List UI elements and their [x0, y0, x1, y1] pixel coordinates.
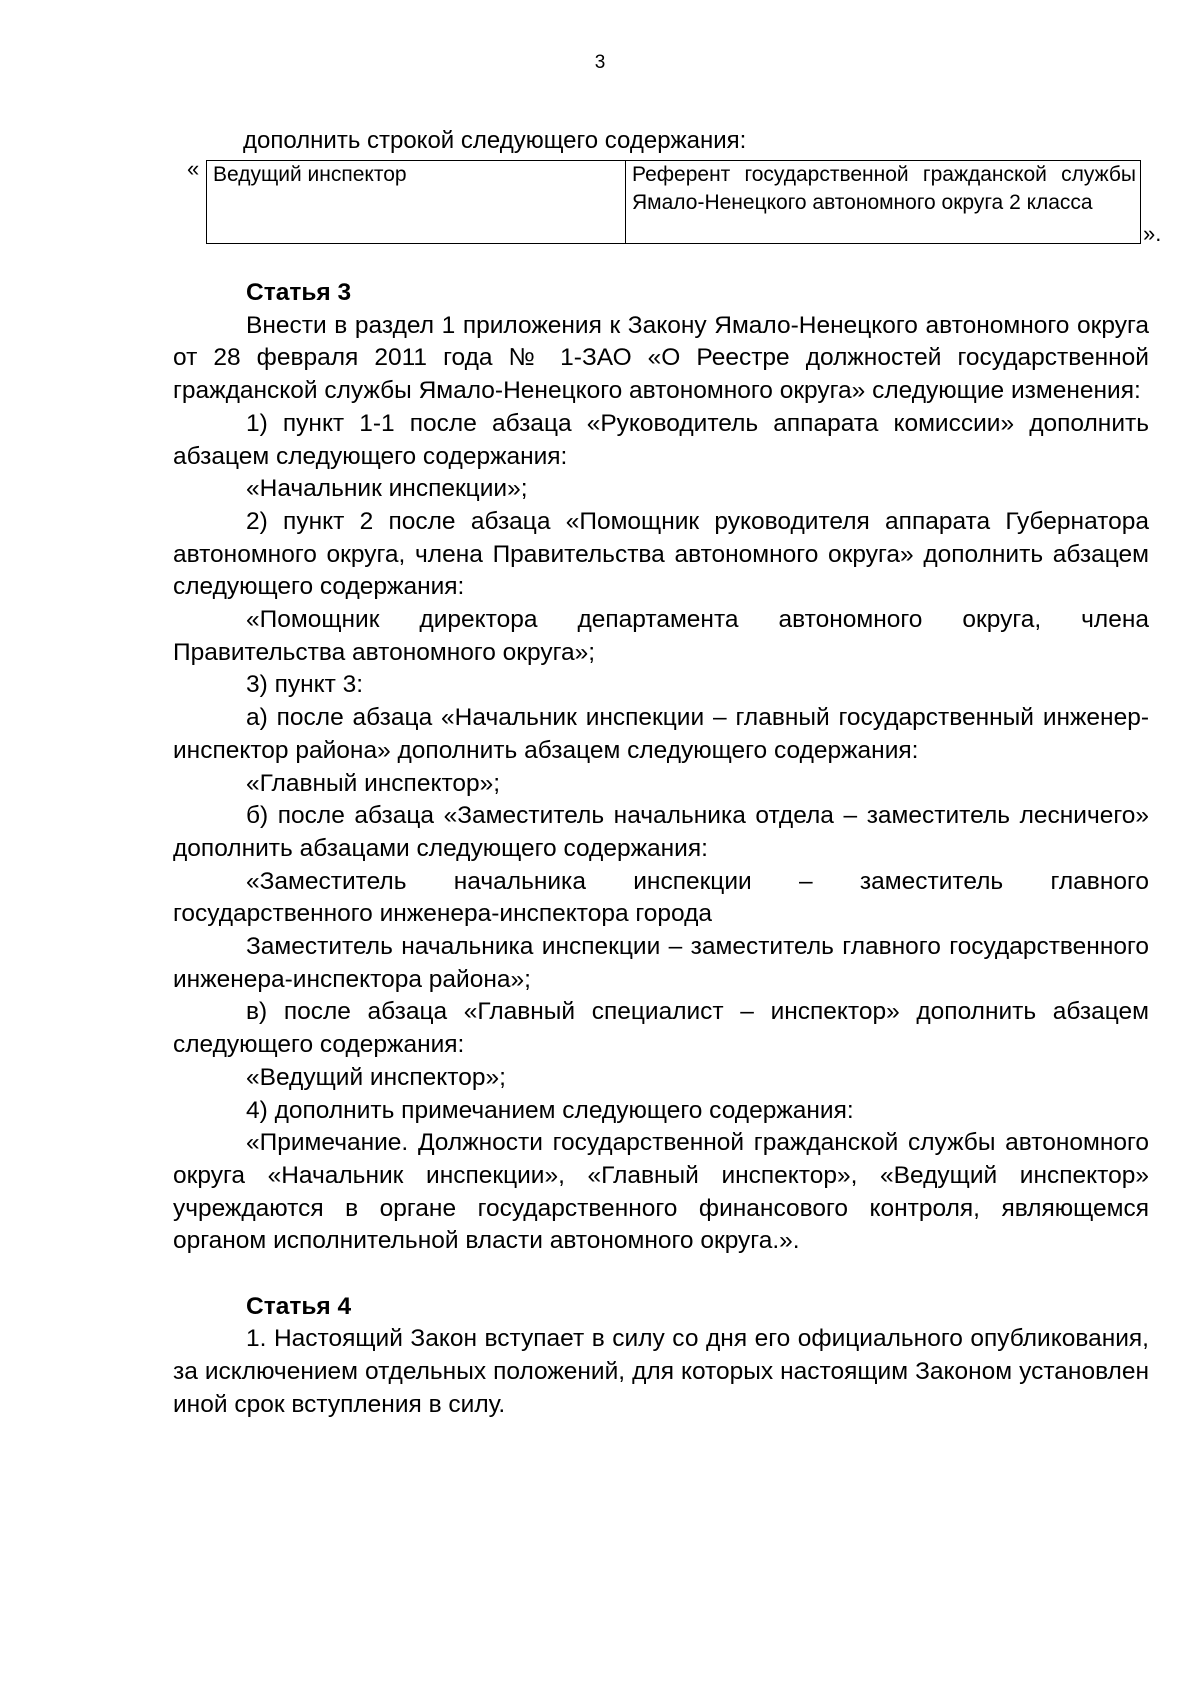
paragraph: «Главный инспектор»;: [246, 769, 501, 797]
paragraph: а) после абзаца «Начальник инспекции – главный государственный инженер-инспектор района» дополнить абзацем следующего содержания:: [173, 704, 1149, 764]
paragraph: 1. Настоящий Закон вступает в силу со дня его официального опубликования, за исключением отдельных положений, для которых настоящим Законом установлен иной срок вступления в силу.: [173, 1325, 1149, 1418]
paragraph: «Начальник инспекции»;: [246, 475, 528, 503]
document-body: [173, 277, 1149, 1422]
paragraph: б) после абзаца «Заместитель начальника отдела – заместитель лесничего» дополнить абзацами следующего содержания:: [173, 802, 1149, 862]
paragraph: в) после абзаца «Главный специалист – инспектор» дополнить абзацем следующего содержания:: [173, 998, 1149, 1059]
article-4-heading: Статья 4: [246, 1292, 352, 1320]
paragraph: Внести в раздел 1 приложения к Закону Ямало-Ненецкого автономного округа от 28 февраля 2011 года № 1-ЗАО «О Реестре должностей государственной гражданской службы Ямало-Ненецкого автономного округа» следующие изменения:: [173, 311, 1149, 405]
section-spacer: [173, 1258, 1149, 1291]
paragraph: «Заместитель начальника инспекции – заместитель главного государственного инженера-инспектора города: [173, 867, 1149, 928]
table-close-quote: ».: [1143, 221, 1162, 246]
paragraph: Заместитель начальника инспекции – заместитель главного государственного инженера-инспектора района»;: [173, 933, 1149, 993]
article-3-heading: Статья 3: [246, 279, 352, 306]
paragraph: «Помощник директора департамента автономного округа, члена Правительства автономного округа»;: [173, 606, 1149, 666]
paragraph: 1) пункт 1-1 после абзаца «Руководитель аппарата комиссии» дополнить абзацем следующего содержания:: [173, 409, 1149, 470]
intro-line: дополнить строкой следующего содержания:: [243, 127, 747, 154]
table-open-quote: «: [187, 156, 200, 181]
table-cell-position: Ведущий инспектор: [207, 161, 626, 244]
page-number: 3: [594, 52, 606, 73]
paragraph: 2) пункт 2 после абзаца «Помощник руководителя аппарата Губернатора автономного округа, члена Правительства автономного округа» дополнить абзацем следующего содержания:: [173, 507, 1149, 601]
table-cell-rank: Референт государственной гражданской службы Ямало-Ненецкого автономного округа 2 класса: [626, 161, 1141, 244]
paragraph: «Ведущий инспектор»;: [246, 1063, 506, 1091]
paragraph: 3) пункт 3:: [246, 671, 364, 699]
table-row: [207, 161, 1141, 244]
amendment-table: [206, 160, 1141, 244]
paragraph: 4) дополнить примечанием следующего содержания:: [246, 1096, 854, 1124]
paragraph: «Примечание. Должности государственной гражданской службы автономного округа «Начальник инспекции», «Главный инспектор», «Ведущий инспектор» учреждаются в органе государственного финансового контроля, являющемся органом исполнительной власти автономного округа.».: [173, 1129, 1149, 1255]
